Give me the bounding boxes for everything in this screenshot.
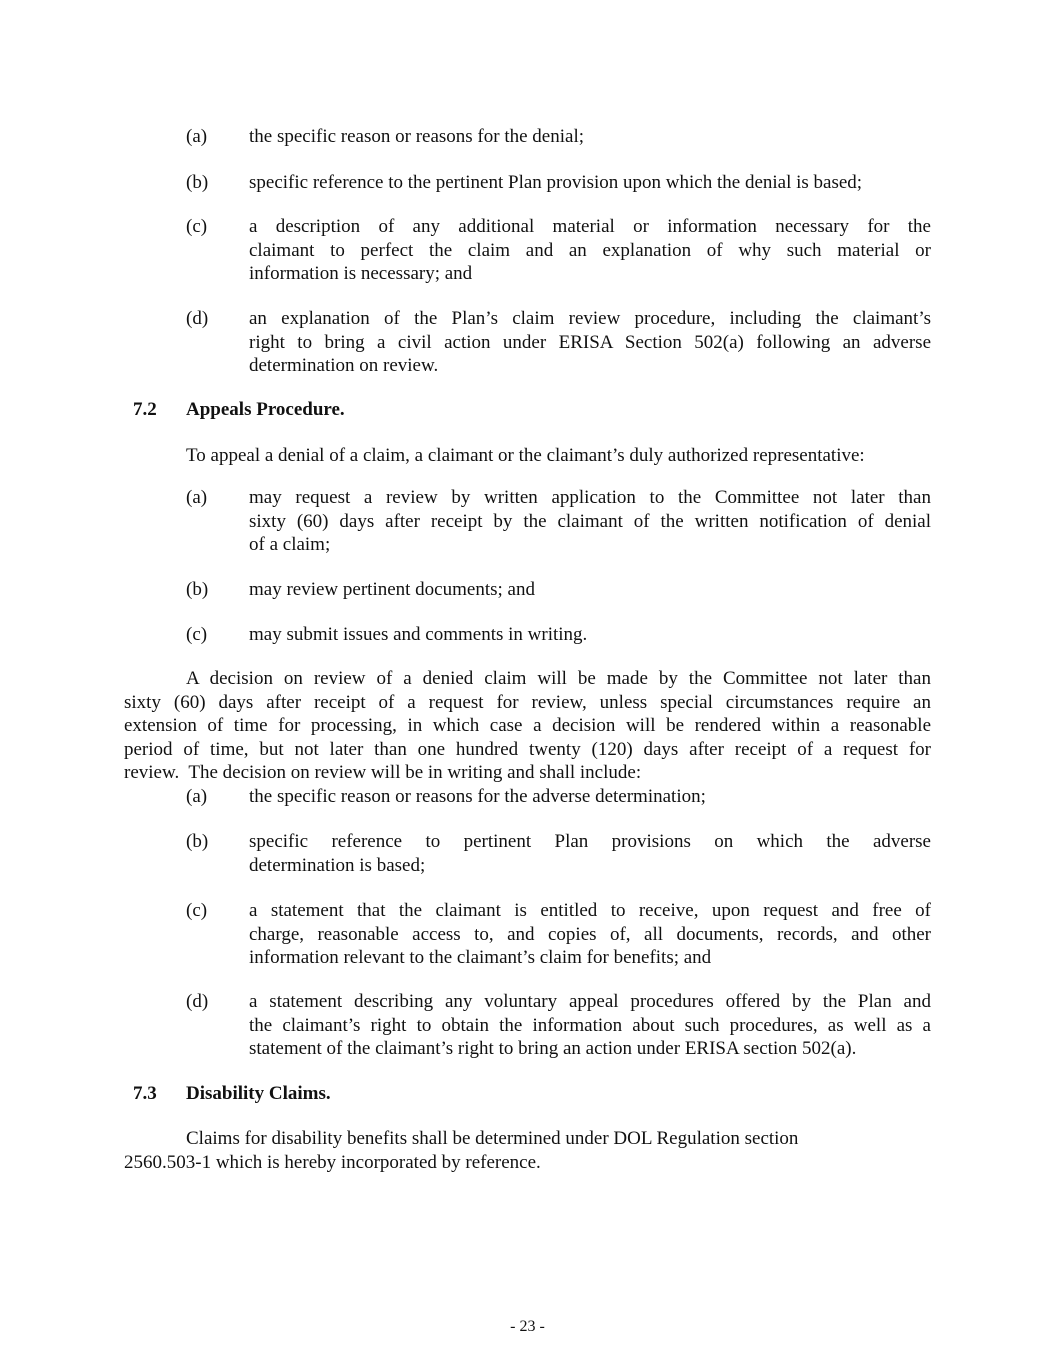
text-line: sixty (60) days after receipt of a request for review, unless special circumstances require an: [124, 691, 931, 713]
text-line: information relevant to the claimant’s claim for benefits; and: [249, 947, 712, 968]
page-number: - 23 -: [510, 1318, 545, 1335]
item-label: (a): [186, 126, 208, 147]
section-number: 7.2: [133, 399, 157, 420]
item-label: (c): [186, 900, 208, 921]
text-line: sixty (60) days after receipt by the claimant of the written notification of denial: [249, 510, 931, 532]
text-line: 2560.503-1 which is hereby incorporated by reference.: [124, 1151, 541, 1173]
text-line: Claims for disability benefits shall be determined under DOL Regulation section: [186, 1128, 799, 1149]
text-line: A decision on review of a denied claim will be made by the Committee not later than: [186, 668, 931, 689]
text-line: determination is based;: [249, 854, 426, 876]
item-label: (c): [186, 216, 208, 237]
text-line: charge, reasonable access to, and copies of, all documents, records, and other: [249, 923, 931, 945]
appeal-intro: To appeal a denial of a claim, a claimant or the claimant’s duly authorized representative:: [186, 445, 865, 466]
item-text: [249, 899, 931, 970]
item-text: [249, 990, 931, 1061]
text-line: extension of time for processing, in which case a decision will be rendered within a reasonable: [124, 715, 931, 736]
text-line: may request a review by written application to the Committee not later than: [249, 487, 931, 508]
item-label: (b): [186, 579, 209, 600]
item-text: [249, 486, 931, 557]
text-line: specific reference to the pertinent Plan provision upon which the denial is based;: [249, 172, 863, 193]
item-label: (d): [186, 991, 209, 1012]
item-text: [249, 307, 931, 378]
item-text: [249, 125, 931, 149]
text-line: a statement describing any voluntary appeal procedures offered by the Plan and: [249, 991, 931, 1012]
item-label: (a): [186, 487, 208, 508]
text-line: of a claim;: [249, 534, 331, 555]
item-label: (c): [186, 624, 208, 645]
text-line: a statement that the claimant is entitled to receive, upon request and free of: [249, 900, 931, 921]
item-text: [249, 171, 931, 195]
item-label: (a): [186, 786, 208, 807]
text-line: a description of any additional material or information necessary for the: [249, 216, 931, 237]
text-line: review. The decision on review will be in writing and shall include:: [124, 762, 642, 783]
text-line: claimant to perfect the claim and an explanation of why such material or: [249, 239, 931, 261]
item-label: (b): [186, 172, 209, 193]
text-line: statement of the claimant’s right to bring an action under ERISA section 502(a).: [249, 1038, 857, 1059]
text-line: right to bring a civil action under ERISA Section 502(a) following an adverse: [249, 331, 931, 353]
disability-paragraph: [124, 1127, 931, 1174]
item-text: [249, 830, 931, 877]
text-line: period of time, but not later than one hundred twenty (120) days after receipt of a request for: [124, 738, 931, 760]
text-line: the specific reason or reasons for the adverse determination;: [249, 786, 706, 807]
item-text: [249, 578, 931, 602]
text-line: determination on review.: [249, 355, 439, 376]
item-text: [249, 623, 931, 647]
text-line: the specific reason or reasons for the denial;: [249, 126, 585, 147]
item-label: (d): [186, 308, 209, 329]
section-title: Disability Claims.: [186, 1083, 331, 1104]
section-title: Appeals Procedure.: [186, 399, 345, 420]
item-label: (b): [186, 831, 209, 852]
text-line: may review pertinent documents; and: [249, 579, 535, 600]
decision-paragraph: [124, 667, 931, 785]
text-line: may submit issues and comments in writing.: [249, 624, 588, 645]
text-line: information is necessary; and: [249, 263, 473, 284]
item-text: [249, 785, 931, 809]
text-line: an explanation of the Plan’s claim review procedure, including the claimant’s: [249, 308, 931, 329]
text-line: the claimant’s right to obtain the information about such procedures, as well as a: [249, 1014, 931, 1036]
text-line: specific reference to pertinent Plan provisions on which the adverse: [249, 831, 931, 852]
section-number: 7.3: [133, 1083, 157, 1104]
item-text: [249, 215, 931, 286]
